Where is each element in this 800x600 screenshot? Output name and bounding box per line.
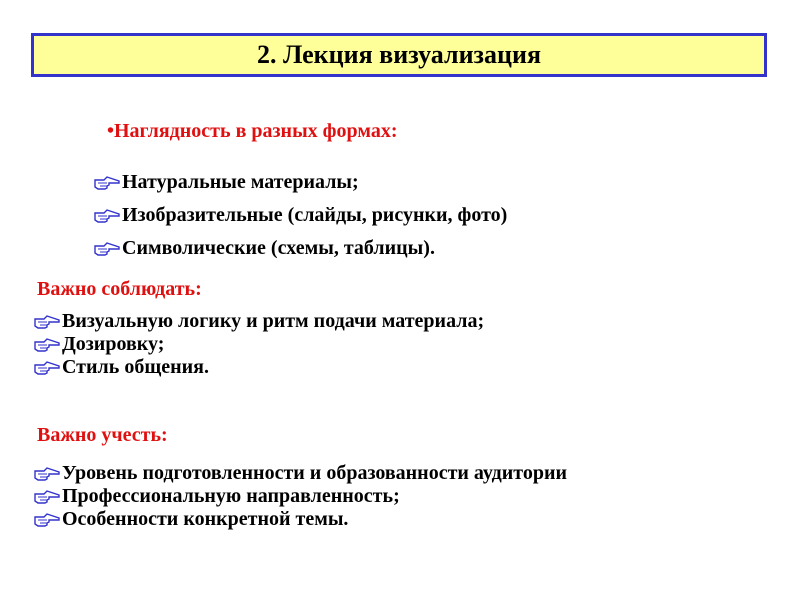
consider-item-text: Профессиональную направленность; — [62, 485, 400, 507]
observe-heading: Важно соблюдать: — [37, 278, 202, 300]
pointing-hand-icon — [34, 337, 60, 353]
pointing-hand-icon — [94, 175, 120, 191]
pointing-hand-icon — [34, 466, 60, 482]
observe-item-text: Дозировку; — [62, 333, 165, 355]
consider-item-1 — [34, 462, 567, 485]
observe-item-2 — [34, 333, 164, 356]
forms-item-3 — [94, 237, 435, 260]
pointing-hand-icon — [34, 314, 60, 330]
observe-item-3 — [34, 356, 209, 379]
pointing-hand-icon — [94, 208, 120, 224]
pointing-hand-icon — [34, 489, 60, 505]
pointing-hand-icon — [34, 512, 60, 528]
observe-item-text: Визуальную логику и ритм подачи материала; — [62, 310, 485, 332]
consider-item-3 — [34, 508, 348, 531]
forms-heading: •Наглядность в разных формах: — [107, 120, 398, 142]
forms-item-text: Символические (схемы, таблицы). — [122, 237, 435, 259]
forms-item-text: Натуральные материалы; — [122, 171, 359, 193]
forms-item-2 — [94, 204, 507, 227]
consider-item-text: Уровень подготовленности и образованности аудитории — [62, 462, 568, 484]
consider-item-2 — [34, 485, 400, 508]
slide-title-box — [31, 33, 767, 77]
slide-title: 2. Лекция визуализация — [256, 40, 542, 69]
forms-item-1 — [94, 171, 359, 194]
consider-heading: Важно учесть: — [37, 424, 168, 446]
pointing-hand-icon — [94, 241, 120, 257]
pointing-hand-icon — [34, 360, 60, 376]
observe-item-1 — [34, 310, 484, 333]
observe-item-text: Стиль общения. — [62, 356, 209, 378]
forms-item-text: Изобразительные (слайды, рисунки, фото) — [122, 204, 508, 226]
consider-item-text: Особенности конкретной темы. — [62, 508, 349, 530]
